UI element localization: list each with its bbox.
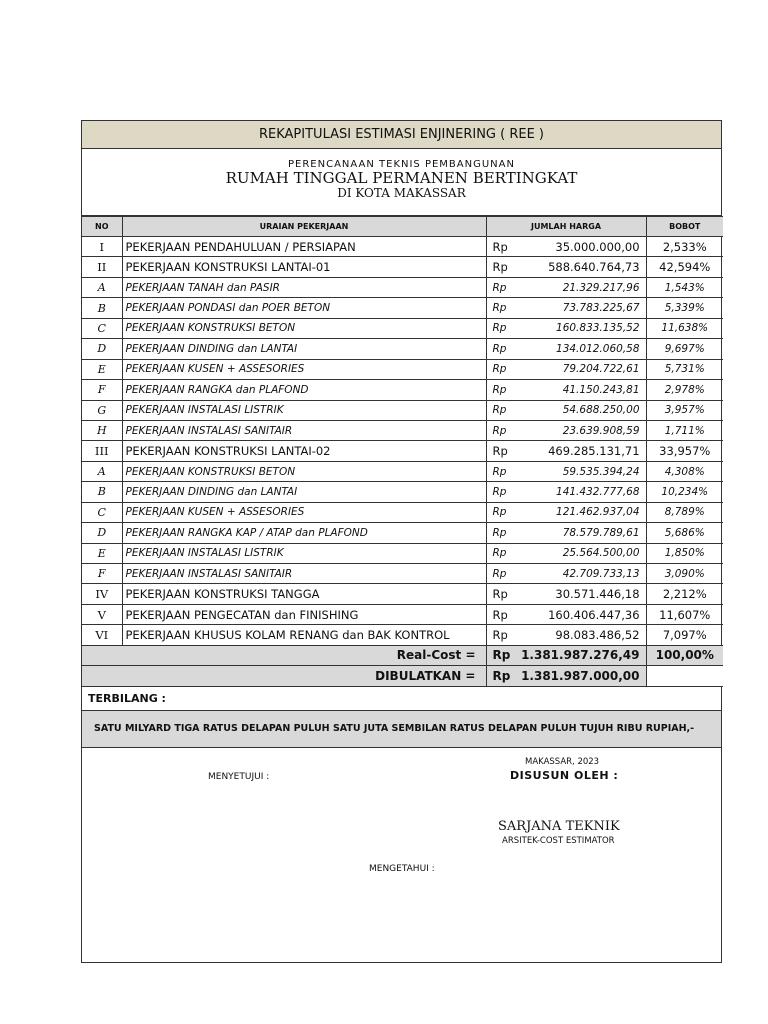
table-row bbox=[82, 564, 723, 584]
row-uraian: PEKERJAAN INSTALASI LISTRIK bbox=[122, 400, 486, 420]
table-row bbox=[82, 359, 723, 379]
project-subtitle-2: RUMAH TINGGAL PERMANEN BERTINGKAT bbox=[225, 169, 578, 187]
table-row bbox=[82, 523, 723, 543]
sheet-title-bar bbox=[82, 121, 721, 149]
row-uraian: PEKERJAAN KHUSUS KOLAM RENANG dan BAK KONTROL bbox=[122, 625, 486, 645]
row-uraian: PEKERJAAN TANAH dan PASIR bbox=[122, 277, 486, 297]
row-currency: Rp bbox=[486, 400, 518, 420]
row-jumlah: 73.783.225,67 bbox=[518, 298, 646, 318]
col-header-uraian: URAIAN PEKERJAAN bbox=[122, 217, 486, 237]
row-no: III bbox=[82, 441, 122, 461]
row-jumlah: 25.564.500,00 bbox=[518, 543, 646, 563]
table-row bbox=[82, 380, 723, 400]
row-uraian: PEKERJAAN RANGKA KAP / ATAP dan PLAFOND bbox=[122, 523, 486, 543]
real-cost-label: Real-Cost = bbox=[82, 645, 486, 665]
table-body bbox=[82, 237, 723, 646]
row-no: D bbox=[82, 523, 122, 543]
row-bobot: 1,711% bbox=[646, 420, 723, 440]
row-jumlah: 141.432.777,68 bbox=[518, 482, 646, 502]
row-no: C bbox=[82, 502, 122, 522]
col-header-jumlah: JUMLAH HARGA bbox=[486, 217, 646, 237]
table-row bbox=[82, 298, 723, 318]
project-subtitle-3: DI KOTA MAKASSAR bbox=[337, 186, 466, 200]
row-currency: Rp bbox=[486, 237, 518, 257]
dibulatkan-bobot-empty bbox=[646, 666, 723, 686]
row-no: E bbox=[82, 359, 122, 379]
terbilang-text: SATU MILYARD TIGA RATUS DELAPAN PULUH SATU JUTA SEMBILAN RATUS DELAPAN PULUH TUJUH RIBU RUPIAH,- bbox=[82, 711, 721, 748]
menyetujui-label: MENYETUJUI : bbox=[208, 771, 270, 782]
row-bobot: 8,789% bbox=[646, 502, 723, 522]
row-currency: Rp bbox=[486, 564, 518, 584]
disusun-oleh: DISUSUN OLEH : bbox=[510, 768, 619, 782]
project-subtitle-1: PERENCANAAN TEKNIS PEMBANGUNAN bbox=[288, 159, 515, 170]
table-row bbox=[82, 237, 723, 257]
row-jumlah: 588.640.764,73 bbox=[518, 257, 646, 277]
row-bobot: 3,957% bbox=[646, 400, 723, 420]
row-uraian: PEKERJAAN KONSTRUKSI LANTAI-02 bbox=[122, 441, 486, 461]
row-currency: Rp bbox=[486, 461, 518, 481]
table-row bbox=[82, 277, 723, 297]
row-no: IV bbox=[82, 584, 122, 604]
row-no: D bbox=[82, 339, 122, 359]
row-uraian: PEKERJAAN KUSEN + ASSESORIES bbox=[122, 359, 486, 379]
col-header-bobot: BOBOT bbox=[646, 217, 723, 237]
row-uraian: PEKERJAAN KUSEN + ASSESORIES bbox=[122, 502, 486, 522]
row-bobot: 5,686% bbox=[646, 523, 723, 543]
table-row bbox=[82, 339, 723, 359]
row-currency: Rp bbox=[486, 523, 518, 543]
table-row bbox=[82, 420, 723, 440]
row-bobot: 1,850% bbox=[646, 543, 723, 563]
cost-table bbox=[82, 216, 723, 687]
row-bobot: 9,697% bbox=[646, 339, 723, 359]
row-no: B bbox=[82, 482, 122, 502]
row-uraian: PEKERJAAN PENDAHULUAN / PERSIAPAN bbox=[122, 237, 486, 257]
row-currency: Rp bbox=[486, 257, 518, 277]
table-row bbox=[82, 400, 723, 420]
row-uraian: PEKERJAAN KONSTRUKSI TANGGA bbox=[122, 584, 486, 604]
row-bobot: 33,957% bbox=[646, 441, 723, 461]
row-uraian: PEKERJAAN INSTALASI LISTRIK bbox=[122, 543, 486, 563]
table-header-row bbox=[82, 217, 723, 237]
row-jumlah: 160.406.447,36 bbox=[518, 604, 646, 624]
row-jumlah: 23.639.908,59 bbox=[518, 420, 646, 440]
row-jumlah: 121.462.937,04 bbox=[518, 502, 646, 522]
table-row bbox=[82, 257, 723, 277]
row-bobot: 5,339% bbox=[646, 298, 723, 318]
row-uraian: PEKERJAAN DINDING dan LANTAI bbox=[122, 339, 486, 359]
row-no: VI bbox=[82, 625, 122, 645]
row-uraian: PEKERJAAN PENGECATAN dan FINISHING bbox=[122, 604, 486, 624]
row-jumlah: 41.150.243,81 bbox=[518, 380, 646, 400]
table-row bbox=[82, 625, 723, 645]
row-uraian: PEKERJAAN PONDASI dan POER BETON bbox=[122, 298, 486, 318]
row-jumlah: 469.285.131,71 bbox=[518, 441, 646, 461]
sheet-title: REKAPITULASI ESTIMASI ENJINERING ( REE ) bbox=[259, 127, 544, 142]
table-row bbox=[82, 502, 723, 522]
row-no: H bbox=[82, 420, 122, 440]
row-currency: Rp bbox=[486, 441, 518, 461]
row-currency: Rp bbox=[486, 318, 518, 338]
row-no: F bbox=[82, 380, 122, 400]
row-no: A bbox=[82, 277, 122, 297]
row-jumlah: 35.000.000,00 bbox=[518, 237, 646, 257]
row-currency: Rp bbox=[486, 584, 518, 604]
row-jumlah: 98.083.486,52 bbox=[518, 625, 646, 645]
row-uraian: PEKERJAAN INSTALASI SANITAIR bbox=[122, 564, 486, 584]
table-row bbox=[82, 584, 723, 604]
row-currency: Rp bbox=[486, 359, 518, 379]
rekap-sheet bbox=[81, 120, 722, 963]
row-currency: Rp bbox=[486, 339, 518, 359]
row-bobot: 11,607% bbox=[646, 604, 723, 624]
dibulatkan-currency: Rp bbox=[486, 666, 518, 686]
row-bobot: 2,212% bbox=[646, 584, 723, 604]
row-jumlah: 21.329.217,96 bbox=[518, 277, 646, 297]
row-jumlah: 78.579.789,61 bbox=[518, 523, 646, 543]
row-no: A bbox=[82, 461, 122, 481]
terbilang-label: TERBILANG : bbox=[82, 687, 721, 711]
real-cost-row bbox=[82, 645, 723, 665]
row-bobot: 10,234% bbox=[646, 482, 723, 502]
table-row bbox=[82, 318, 723, 338]
row-bobot: 7,097% bbox=[646, 625, 723, 645]
row-jumlah: 160.833.135,52 bbox=[518, 318, 646, 338]
project-header bbox=[82, 149, 721, 216]
row-uraian: PEKERJAAN KONSTRUKSI BETON bbox=[122, 318, 486, 338]
dibulatkan-label: DIBULATKAN = bbox=[82, 666, 486, 686]
row-bobot: 2,533% bbox=[646, 237, 723, 257]
row-currency: Rp bbox=[486, 380, 518, 400]
table-row bbox=[82, 604, 723, 624]
row-no: F bbox=[82, 564, 122, 584]
row-no: II bbox=[82, 257, 122, 277]
row-jumlah: 30.571.446,18 bbox=[518, 584, 646, 604]
row-no: C bbox=[82, 318, 122, 338]
row-currency: Rp bbox=[486, 625, 518, 645]
row-no: I bbox=[82, 237, 122, 257]
row-bobot: 4,308% bbox=[646, 461, 723, 481]
real-cost-value: 1.381.987.276,49 bbox=[518, 645, 646, 665]
row-uraian: PEKERJAAN INSTALASI SANITAIR bbox=[122, 420, 486, 440]
row-jumlah: 42.709.733,13 bbox=[518, 564, 646, 584]
row-jumlah: 79.204.722,61 bbox=[518, 359, 646, 379]
row-bobot: 2,978% bbox=[646, 380, 723, 400]
signer-name: SARJANA TEKNIK bbox=[498, 818, 620, 834]
row-bobot: 42,594% bbox=[646, 257, 723, 277]
row-currency: Rp bbox=[486, 604, 518, 624]
dibulatkan-row bbox=[82, 666, 723, 686]
col-header-no: NO bbox=[82, 217, 122, 237]
row-jumlah: 54.688.250,00 bbox=[518, 400, 646, 420]
place-date: MAKASSAR, 2023 bbox=[525, 756, 600, 767]
signature-block bbox=[82, 748, 721, 988]
row-currency: Rp bbox=[486, 502, 518, 522]
row-no: G bbox=[82, 400, 122, 420]
row-no: V bbox=[82, 604, 122, 624]
row-uraian: PEKERJAAN KONSTRUKSI BETON bbox=[122, 461, 486, 481]
row-uraian: PEKERJAAN DINDING dan LANTAI bbox=[122, 482, 486, 502]
row-currency: Rp bbox=[486, 298, 518, 318]
row-jumlah: 59.535.394,24 bbox=[518, 461, 646, 481]
row-no: B bbox=[82, 298, 122, 318]
row-currency: Rp bbox=[486, 543, 518, 563]
row-uraian: PEKERJAAN RANGKA dan PLAFOND bbox=[122, 380, 486, 400]
dibulatkan-value: 1.381.987.000,00 bbox=[518, 666, 646, 686]
row-currency: Rp bbox=[486, 277, 518, 297]
table-row bbox=[82, 543, 723, 563]
mengetahui-label: MENGETAHUI : bbox=[369, 863, 435, 874]
table-row bbox=[82, 482, 723, 502]
row-jumlah: 134.012.060,58 bbox=[518, 339, 646, 359]
real-cost-bobot: 100,00% bbox=[646, 645, 723, 665]
row-bobot: 1,543% bbox=[646, 277, 723, 297]
row-bobot: 3,090% bbox=[646, 564, 723, 584]
signer-role: ARSITEK-COST ESTIMATOR bbox=[502, 835, 615, 846]
row-currency: Rp bbox=[486, 420, 518, 440]
row-currency: Rp bbox=[486, 482, 518, 502]
row-bobot: 11,638% bbox=[646, 318, 723, 338]
row-bobot: 5,731% bbox=[646, 359, 723, 379]
table-row bbox=[82, 441, 723, 461]
row-no: E bbox=[82, 543, 122, 563]
row-uraian: PEKERJAAN KONSTRUKSI LANTAI-01 bbox=[122, 257, 486, 277]
table-row bbox=[82, 461, 723, 481]
real-cost-currency: Rp bbox=[486, 645, 518, 665]
